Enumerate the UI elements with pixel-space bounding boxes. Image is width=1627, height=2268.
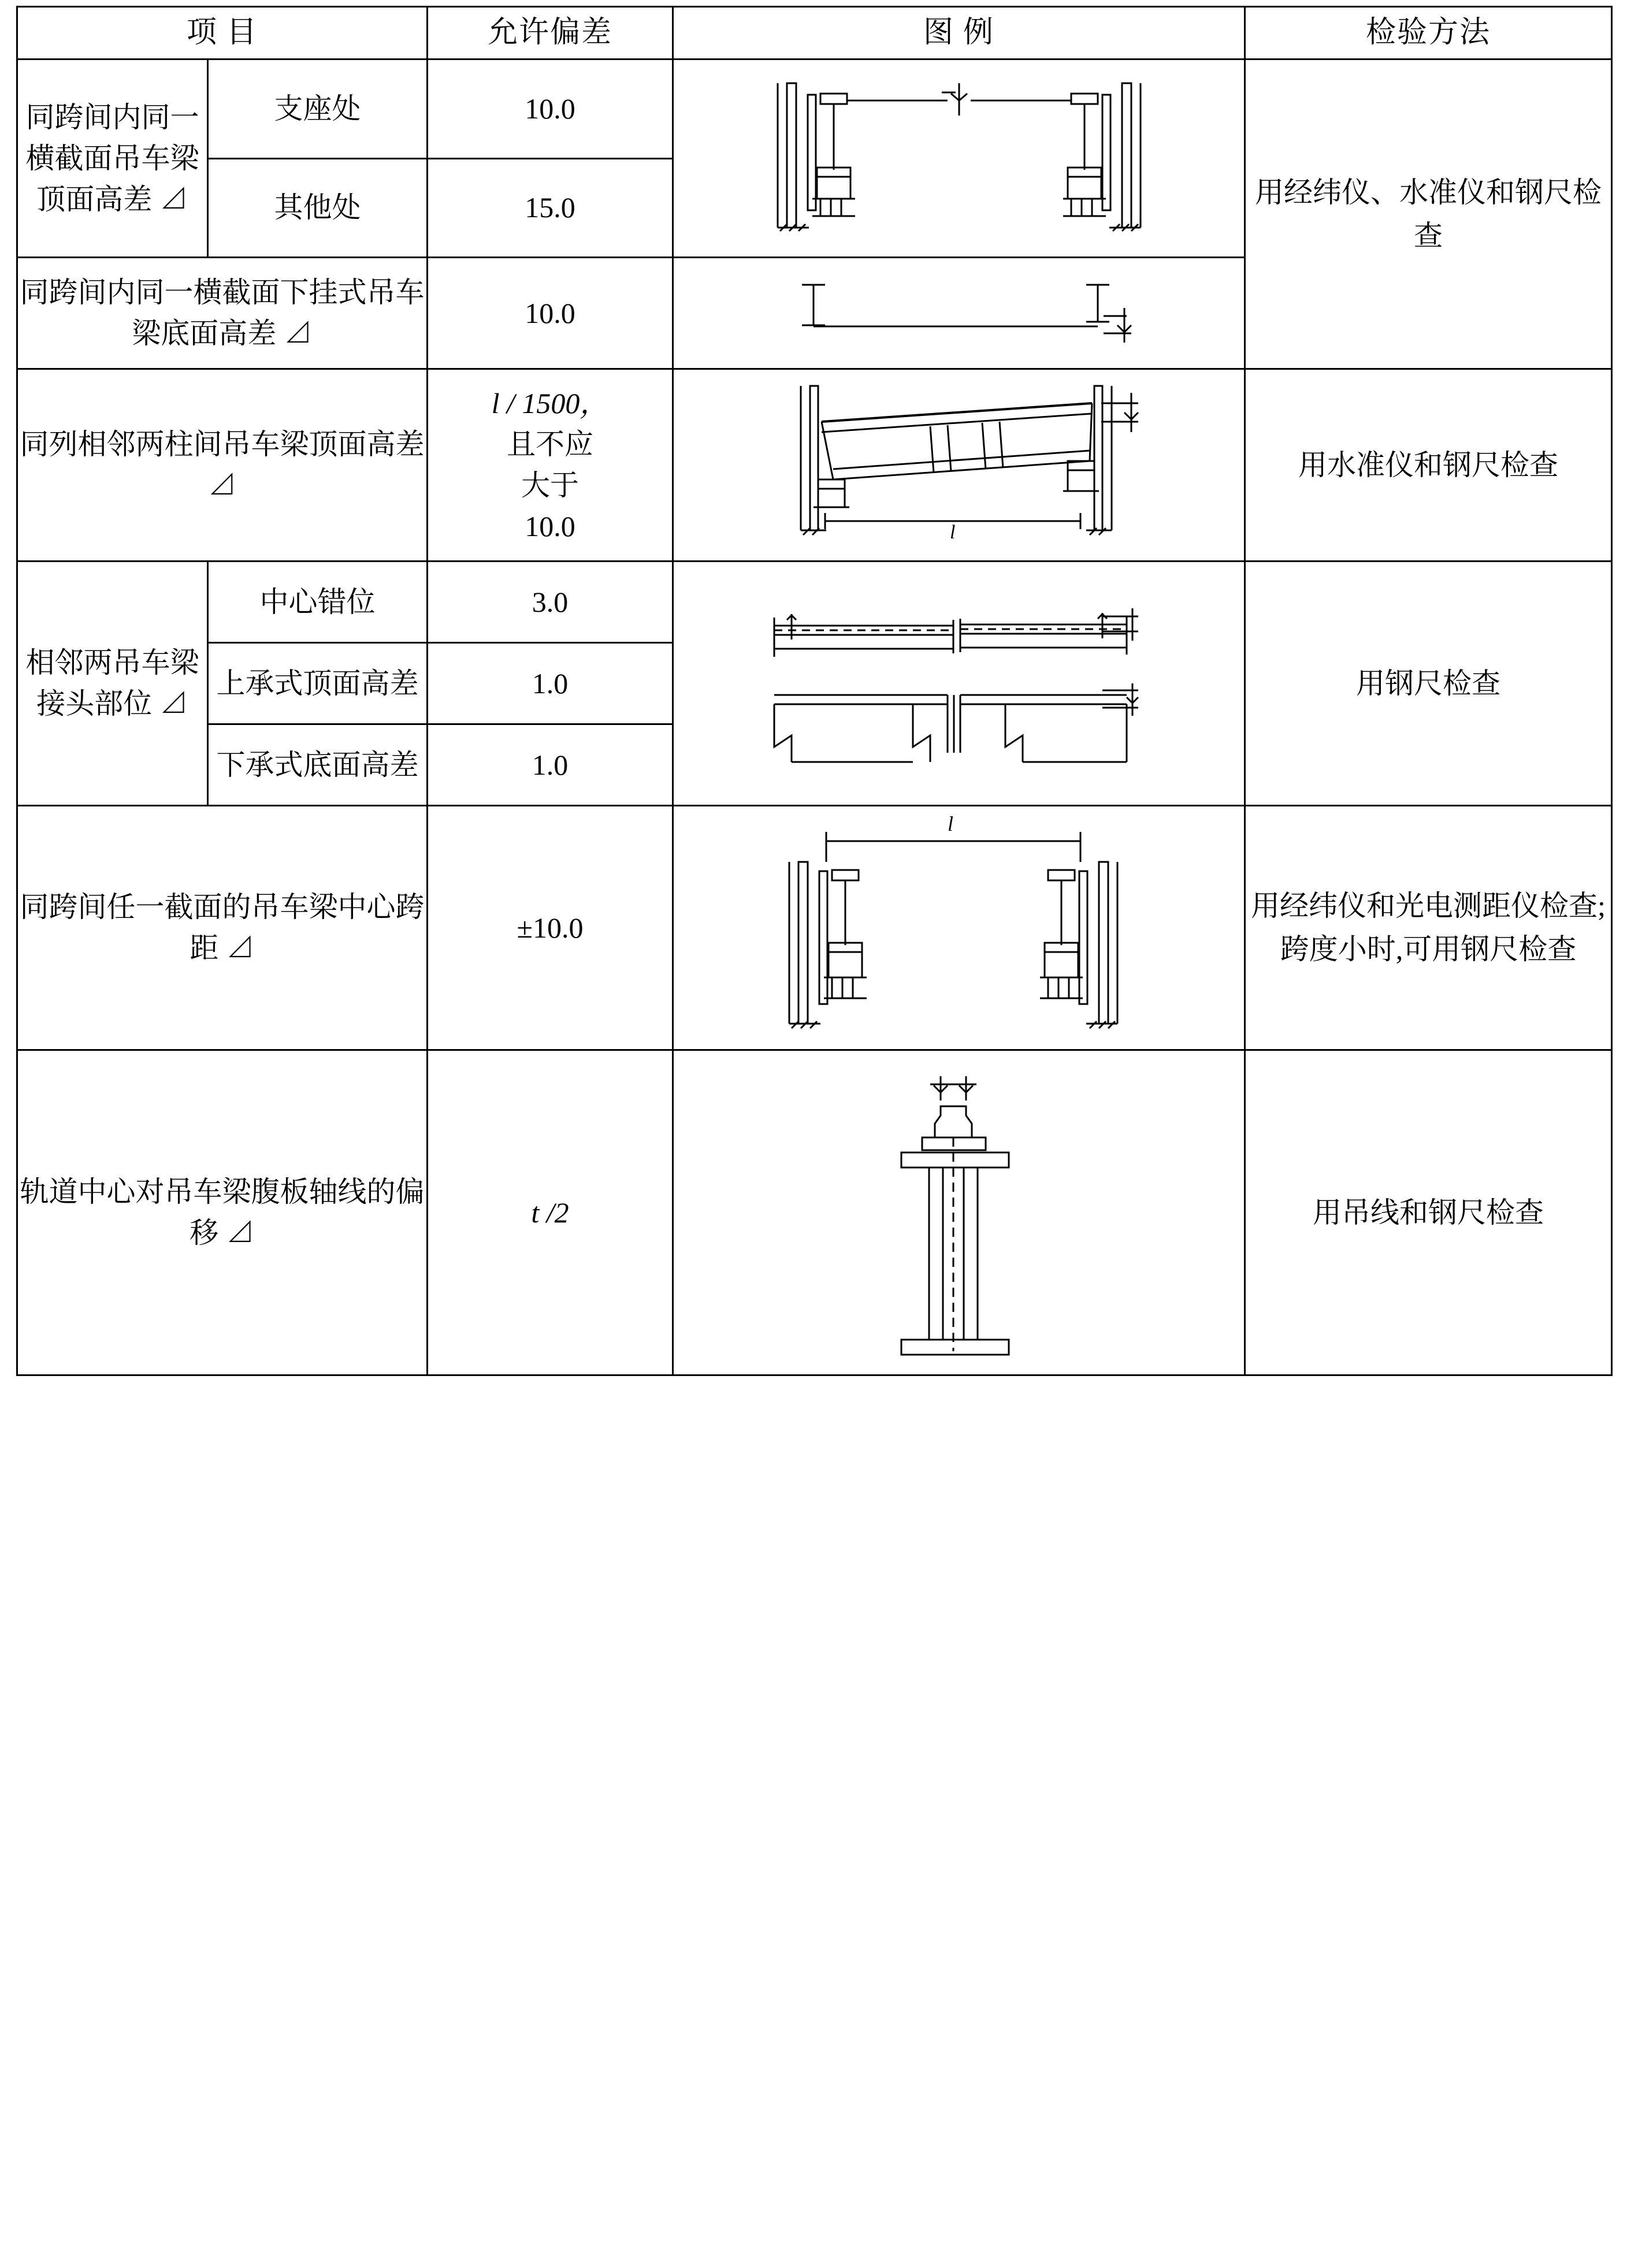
sub-item-label: 支座处 [208,60,428,159]
figure-cell-suspended [673,258,1245,369]
method-label: 用经纬仪、水准仪和钢尺检查 [1245,60,1612,369]
item-label: 同列相邻两柱间吊车梁顶面高差 ⊿ [17,369,428,562]
method-label: 用经纬仪和光电测距仪检查; 跨度小时,可用钢尺检查 [1245,806,1612,1050]
tolerance-value: ±10.0 [428,806,673,1050]
figure-cell-rail-offset [673,1050,1245,1375]
sub-item-label: 上承式顶面高差 [208,643,428,724]
item-label: 同跨间内同一横截面吊车梁顶面高差 ⊿ [17,60,208,258]
tolerance-value: t /2 [428,1050,673,1375]
item-label: 相邻两吊车梁接头部位 ⊿ [17,562,208,806]
tolerance-value: 10.0 [428,258,673,369]
tolerance-value: 15.0 [428,158,673,258]
figure-cell-span [673,806,1245,1050]
sub-item-label: 其他处 [208,158,428,258]
method-label: 用水准仪和钢尺检查 [1245,369,1612,562]
figure-span-distance [674,806,1244,1049]
header-method: 检验方法 [1245,7,1612,60]
table-row [17,806,1612,1050]
tolerance-line-3: 大于 [521,469,580,501]
figure-cell-support [673,60,1245,258]
sub-item-label: 下承式底面高差 [208,724,428,806]
header-tolerance: 允许偏差 [428,7,673,60]
header-figure: 图 例 [673,7,1245,60]
figure-two-columns-beam-support [674,60,1244,256]
table-row [17,60,1612,159]
figure-beam-joint-detail [674,562,1244,805]
table-row [17,369,1612,562]
span-symbol-label: l [947,812,953,835]
table-header-row [17,7,1612,60]
tolerance-value: 1.0 [428,643,673,724]
method-label: 用钢尺检查 [1245,562,1612,806]
tolerance-line-4: 10.0 [525,510,575,542]
figure-rail-center-web-offset [674,1051,1244,1374]
figure-inclined-beam-between-columns [674,370,1244,560]
figure-suspended-beam-bottom [674,258,1244,368]
tolerance-value: 10.0 [428,60,673,159]
item-label: 轨道中心对吊车梁腹板轴线的偏移 ⊿ [17,1050,428,1375]
figure-cell-inclined [673,369,1245,562]
span-symbol-label: l [949,522,955,543]
tolerance-value: 3.0 [428,562,673,643]
tolerance-value [428,369,673,562]
tolerance-table [16,6,1613,1376]
sub-item-label: 中心错位 [208,562,428,643]
tolerance-value: 1.0 [428,724,673,806]
tolerance-line-2: 且不应 [507,428,594,460]
figure-cell-joint [673,562,1245,806]
table-row [17,562,1612,643]
header-item: 项 目 [17,7,428,60]
table-row [17,1050,1612,1375]
tolerance-line-1: l / 1500， [491,387,609,419]
item-label: 同跨间任一截面的吊车梁中心跨距 ⊿ [17,806,428,1050]
item-label: 同跨间内同一横截面下挂式吊车梁底面高差 ⊿ [17,258,428,369]
method-label: 用吊线和钢尺检查 [1245,1050,1612,1375]
